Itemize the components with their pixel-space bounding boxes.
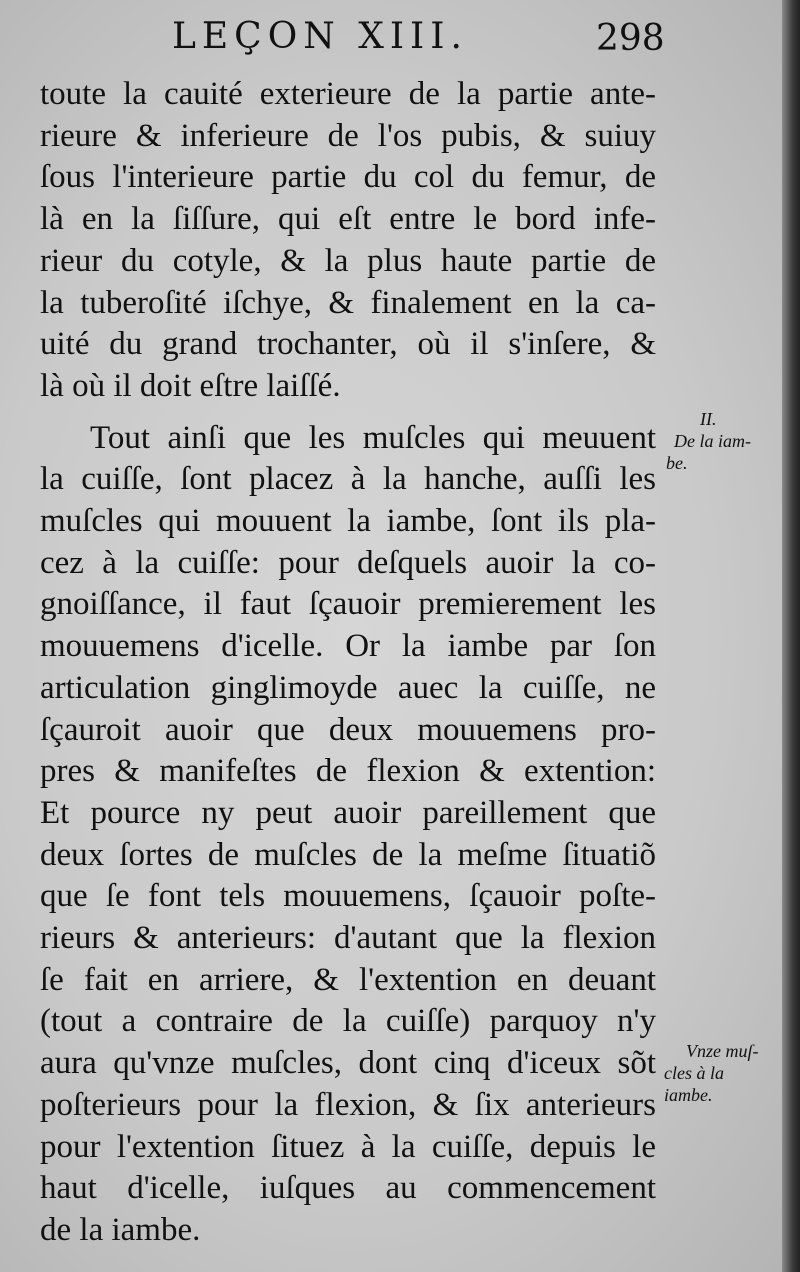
text-line: poſterieurs pour la flexion, & ſix anterieurs xyxy=(40,1086,656,1123)
margin-note-line: cles à la xyxy=(664,1063,724,1083)
margin-note-de-la-iambe xyxy=(666,408,786,474)
text-line: ſçauroit auoir que deux mouuemens pro- xyxy=(40,711,656,748)
text-line: haut d'icelle, iuſques au commencement xyxy=(40,1170,656,1207)
paragraph-gap xyxy=(40,408,656,418)
running-head: LEÇON XIII. xyxy=(172,16,468,57)
text-line: articulation ginglimoyde auec la cuiſſe, ne xyxy=(40,669,656,706)
margin-note-line: Vnze muſ- xyxy=(686,1041,759,1061)
text-line: aura qu'vnze muſcles, dont cinq d'iceux sõt xyxy=(40,1045,656,1082)
text-line: toute la cauité exterieure de la partie ante- xyxy=(40,76,656,112)
text-line: rieure & inferieure de l'os pubis, & suiuy xyxy=(40,117,656,154)
text-line: gnoiſſance, il faut ſçauoir premierement les xyxy=(40,586,656,623)
text-line: muſcles qui mouuent la iambe, ſont ils pla- xyxy=(40,503,656,540)
text-line: la cuiſſe, ſont placez à la hanche, auſſi les xyxy=(40,461,656,498)
text-line: rieur du cotyle, & la plus haute partie de xyxy=(40,242,656,279)
text-line: (tout a contraire de la cuiſſe) parquoy n'y xyxy=(40,1003,656,1040)
text-line: mouuemens d'icelle. Or la iambe par ſon xyxy=(40,628,656,665)
page-number: 298 xyxy=(596,18,665,59)
text-line: ſe fait en arriere, & l'extention en deuant xyxy=(40,961,656,998)
margin-note-vnze-muscles xyxy=(664,1040,784,1106)
text-line: rieurs & anterieurs: d'autant que la flexion xyxy=(40,920,656,957)
page-edge-shadow xyxy=(782,0,800,1272)
text-line: pres & manifeſtes de flexion & extention: xyxy=(40,753,656,790)
paragraph-2 xyxy=(40,418,656,1252)
margin-note-line: De la iam- xyxy=(674,431,751,451)
paragraph-1 xyxy=(40,74,656,408)
body-text xyxy=(40,74,656,1252)
text-line: Et pource ny peut auoir pareillement que xyxy=(40,794,656,831)
text-line: que ſe font tels mouuemens, ſçauoir poſte- xyxy=(40,878,656,915)
text-line: pour l'extention ſituez à la cuiſſe, depuis le xyxy=(40,1128,656,1165)
text-line: la tuberoſité iſchye, & finalement en la ca- xyxy=(40,284,656,321)
margin-note-line: be. xyxy=(666,453,688,473)
text-line: Tout ainſi que les muſcles qui meuuent xyxy=(90,419,656,456)
text-line: uité du grand trochanter, où il s'inſere, & xyxy=(40,326,656,363)
margin-note-line: iambe. xyxy=(664,1085,713,1105)
text-line: là où il doit eſtre laiſſé. xyxy=(40,367,341,404)
margin-note-line: II. xyxy=(700,409,717,429)
text-line: de la iambe. xyxy=(40,1211,201,1248)
text-line: deux ſortes de muſcles de la meſme ſituatiõ xyxy=(40,836,656,873)
page-header xyxy=(0,14,782,64)
text-line: cez à la cuiſſe: pour deſquels auoir la co- xyxy=(40,544,656,581)
text-line: là en la ſiſſure, qui eſt entre le bord infe- xyxy=(40,201,656,238)
text-line: ſous l'interieure partie du col du femur, de xyxy=(40,159,656,196)
